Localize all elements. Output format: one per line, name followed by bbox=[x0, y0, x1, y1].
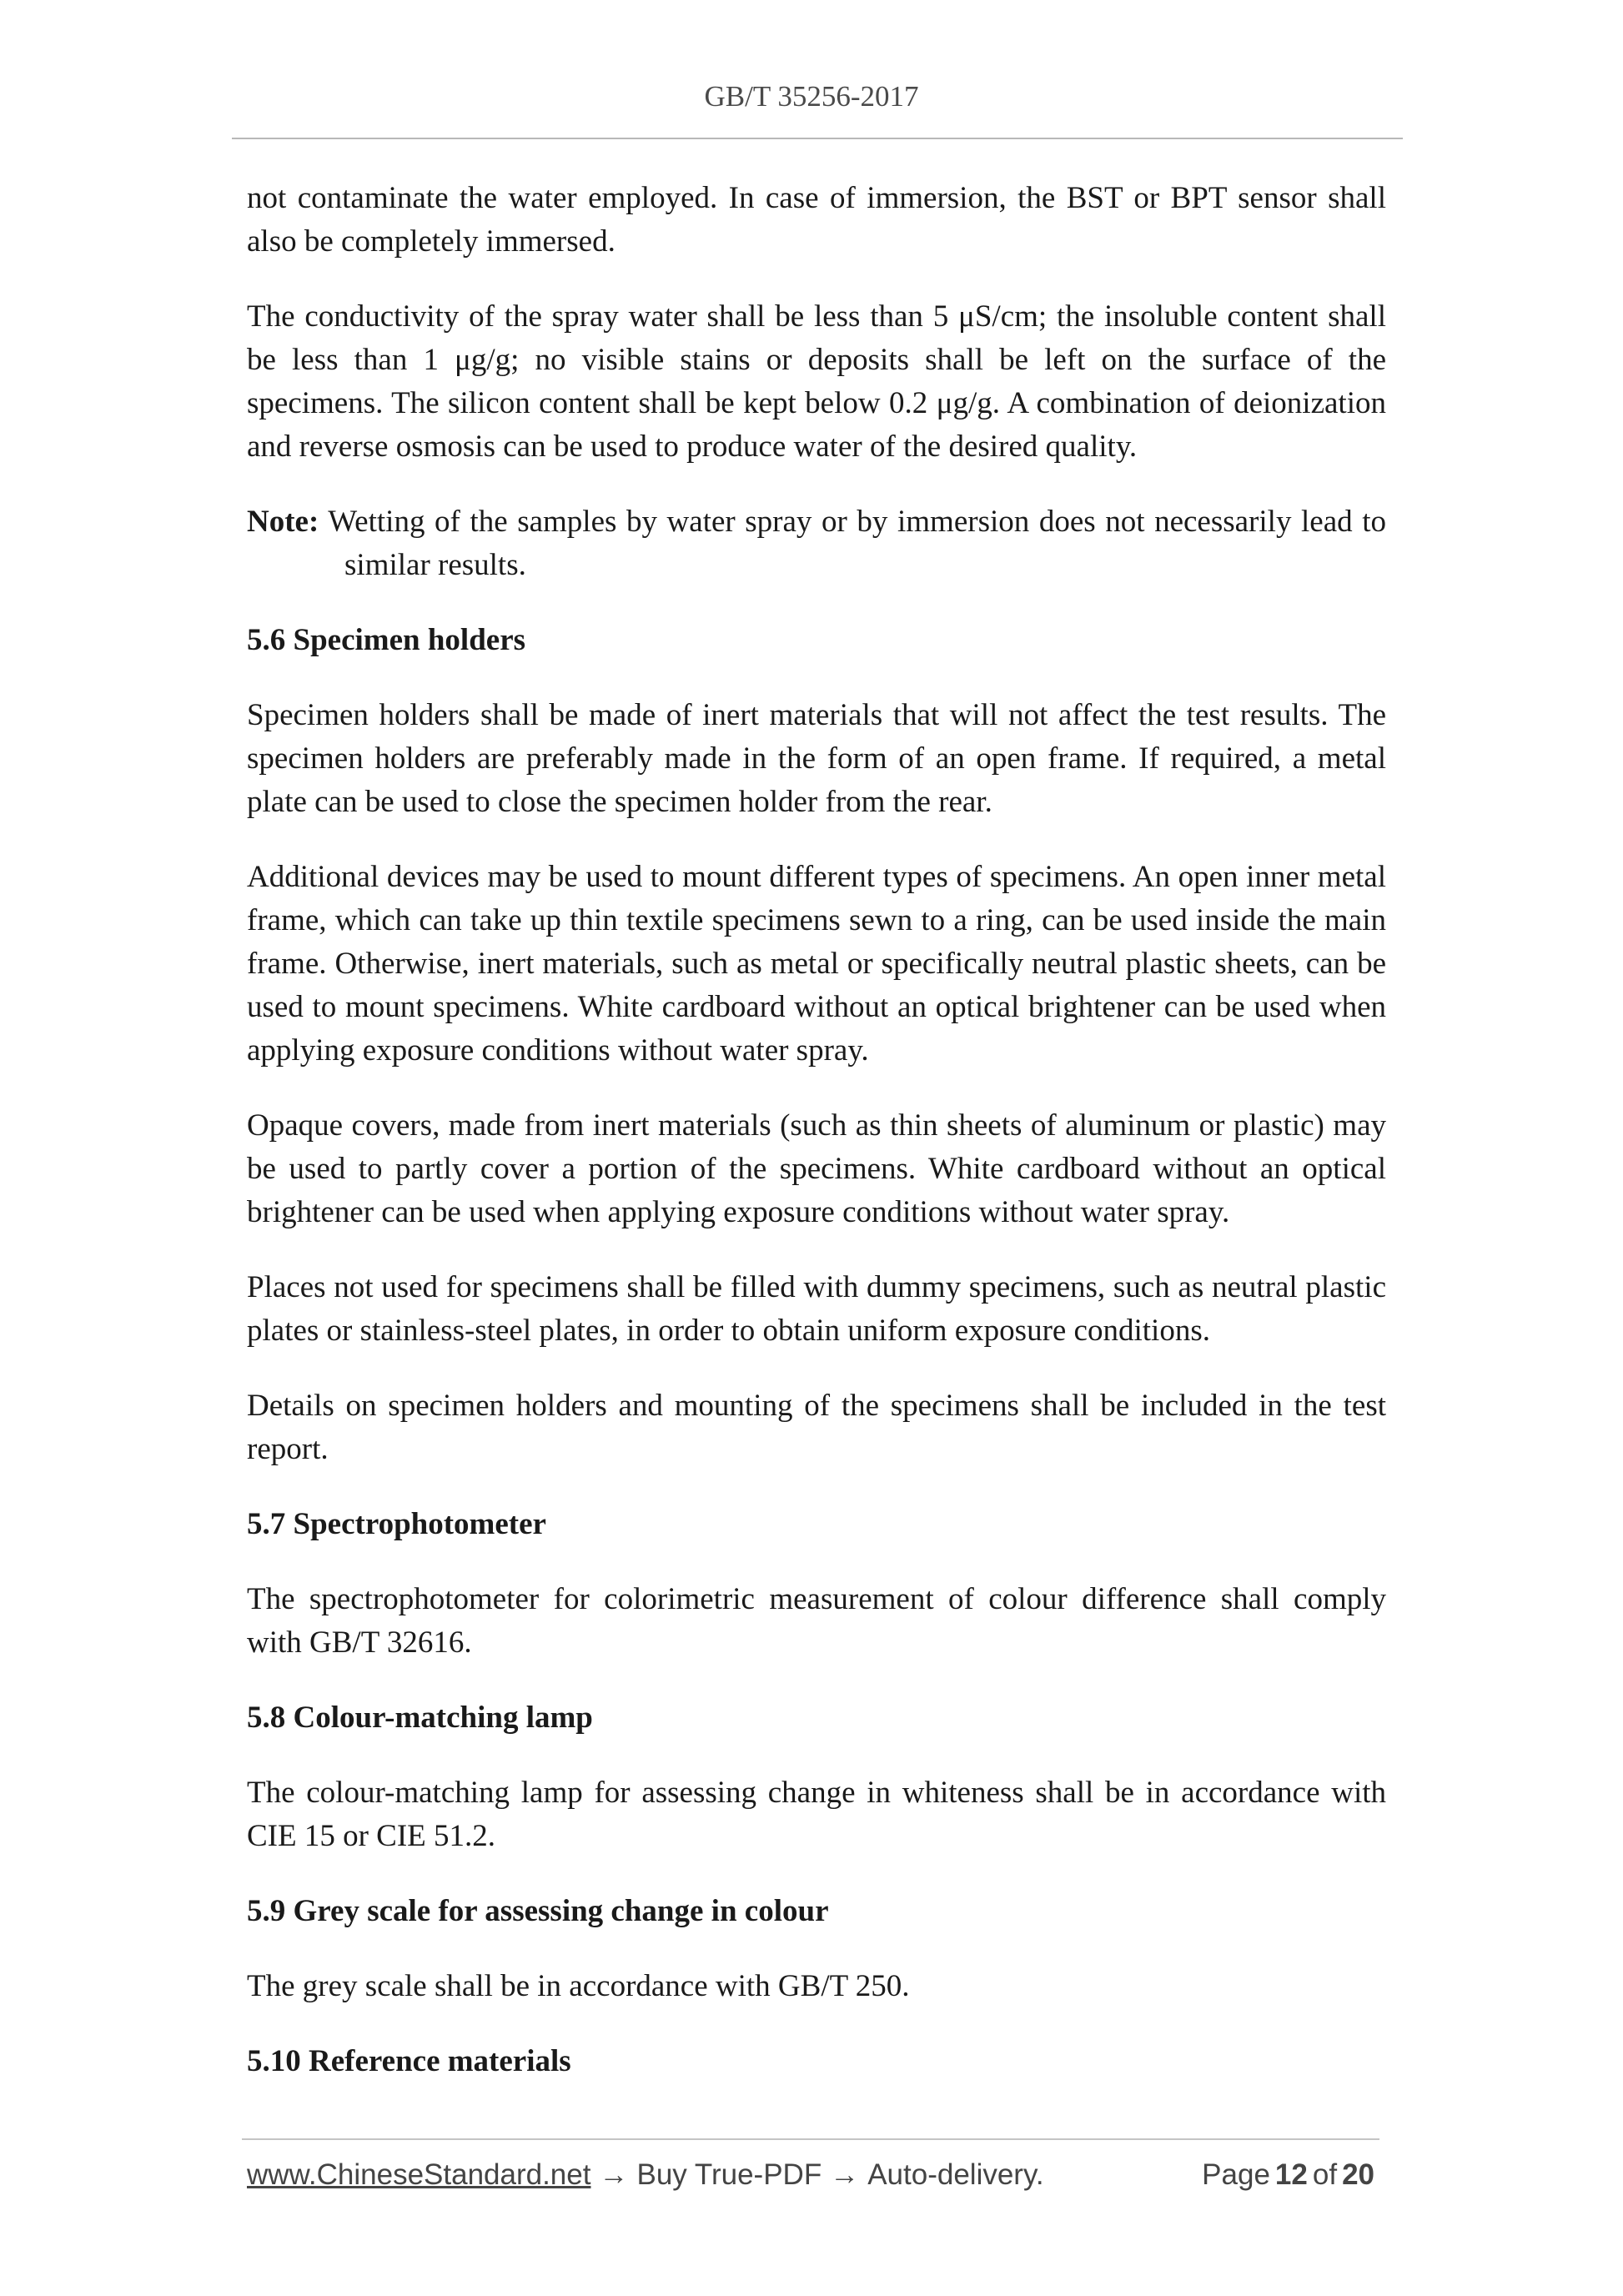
paragraph-immersion: not contaminate the water employed. In case of immersion, the BST or BPT sensor shall also be completely immersed. bbox=[247, 181, 1386, 259]
page-total: 20 bbox=[1342, 2158, 1374, 2191]
note-label: Note: bbox=[247, 505, 319, 539]
section-heading-5-10: 5.10 Reference materials bbox=[247, 2044, 571, 2078]
paragraph-spray-water: The conductivity of the spray water shall be less than 5 μS/cm; the insoluble content shall be less than 1 μg/g; no visible stains or deposits shall be left on the surface of the specimens. The silicon content shall be kept below 0.2 μg/g. A combination of deionization and reverse osmosis can be used to produce water of the desired quality. bbox=[247, 299, 1386, 464]
page-label: Page bbox=[1202, 2158, 1270, 2191]
document-body bbox=[247, 177, 1386, 2115]
section-heading-5-6: 5.6 Specimen holders bbox=[247, 623, 526, 657]
paragraph-grey-scale: The grey scale shall be in accordance with GB/T 250. bbox=[247, 1969, 910, 2003]
arrow-right-icon: → bbox=[599, 2158, 629, 2191]
section-heading-5-9: 5.9 Grey scale for assessing change in colour bbox=[247, 1894, 829, 1928]
note bbox=[247, 500, 1386, 587]
auto-delivery-text: Auto-delivery. bbox=[867, 2158, 1044, 2191]
page-indicator bbox=[1202, 2158, 1379, 2192]
page-current: 12 bbox=[1274, 2158, 1308, 2191]
buy-true-pdf-text: Buy True-PDF bbox=[636, 2158, 822, 2191]
paragraph-opaque-covers: Opaque covers, made from inert materials (such as thin sheets of aluminum or plastic) may be used to partly cover a portion of the specimens. White cardboard without an optical brightener can be used when applying exposure conditions without water spray. bbox=[247, 1108, 1386, 1229]
section-heading-5-7: 5.7 Spectrophotometer bbox=[247, 1507, 546, 1541]
footer-divider bbox=[242, 2138, 1379, 2140]
paragraph-holders-material: Specimen holders shall be made of inert materials that will not affect the test results. The specimen holders are preferably made in the form of an open frame. If required, a metal plate can be used to close the specimen holder from the rear. bbox=[247, 698, 1386, 819]
paragraph-colour-matching-lamp: The colour-matching lamp for assessing change in whiteness shall be in accordance with CIE 15 or CIE 51.2. bbox=[247, 1776, 1386, 1853]
site-link[interactable]: www.ChineseStandard.net bbox=[247, 2158, 591, 2191]
note-text: Wetting of the samples by water spray or by immersion does not necessarily lead to similar results. bbox=[328, 505, 1386, 582]
page-of-label: of bbox=[1312, 2158, 1338, 2191]
paragraph-spectrophotometer: The spectrophotometer for colorimetric measurement of colour difference shall comply with GB/T 32616. bbox=[247, 1582, 1386, 1660]
document-code-header: GB/T 35256-2017 bbox=[704, 80, 919, 113]
header-divider bbox=[232, 138, 1403, 139]
footer-promo bbox=[247, 2158, 1044, 2192]
arrow-right-icon: → bbox=[830, 2158, 860, 2191]
paragraph-holder-details: Details on specimen holders and mounting of the specimens shall be included in the test report. bbox=[247, 1389, 1386, 1466]
section-heading-5-8: 5.8 Colour-matching lamp bbox=[247, 1701, 593, 1735]
paragraph-dummy-specimens: Places not used for specimens shall be filled with dummy specimens, such as neutral plastic plates or stainless-steel plates, in order to obtain uniform exposure conditions. bbox=[247, 1270, 1386, 1348]
paragraph-additional-devices: Additional devices may be used to mount different types of specimens. An open inner metal frame, which can take up thin textile specimens sewn to a ring, can be used inside the main frame. Otherwise, inert materials, such as metal or specifically neutral plastic sheets, can be used to mount specimens. White cardboard without an optical brightener can be used when applying exposure conditions without water spray. bbox=[247, 860, 1386, 1068]
page-footer bbox=[247, 2158, 1379, 2192]
